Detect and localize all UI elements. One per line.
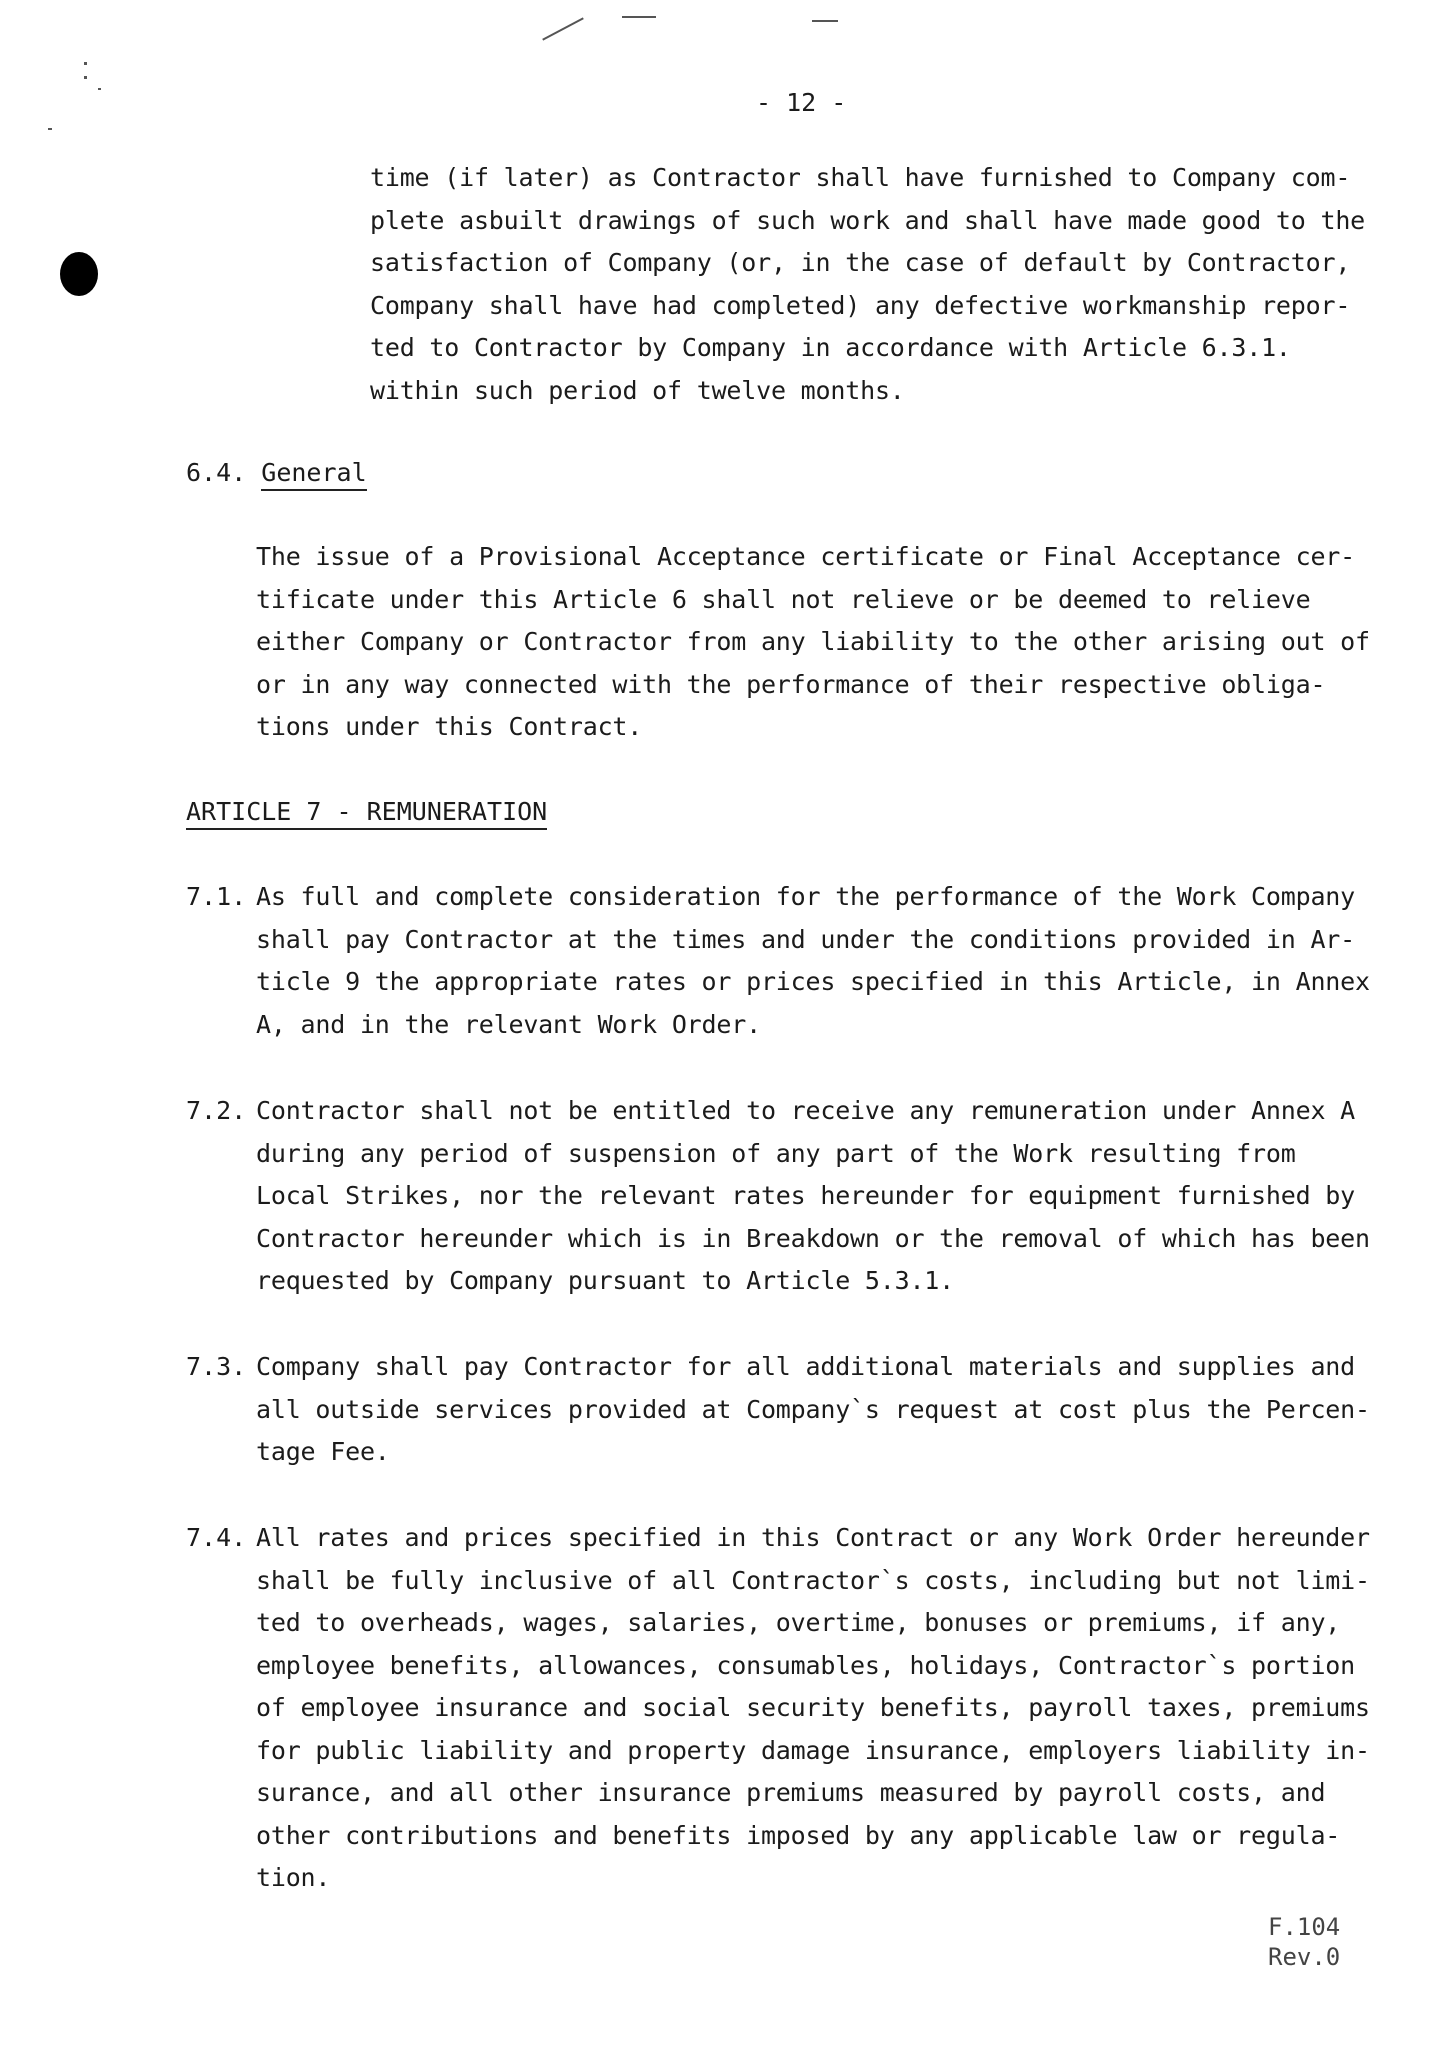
article-heading-text: ARTICLE 7 - REMUNERATION: [186, 797, 547, 830]
form-footer: [1268, 1912, 1340, 1972]
section-number: 6.4.: [186, 458, 247, 487]
section-6-4-heading: [186, 452, 367, 495]
clause-7-1-text: As full and complete consideration for the performance of the Work Company shall pay Contractor at the times and under the conditions provided in Ar- ticle 9 the appropriate rates or prices specified in this Article, in Annex A, and in the relevant Work Order.: [256, 882, 1370, 1039]
scan-speck: [84, 62, 87, 65]
continuation-paragraph: time (if later) as Contractor shall have furnished to Company com- plete asbuilt drawings of such work and shall have made good to the satisfaction of Company (or, in the case of default by Contractor, Company shall have had completed) any defective workmanship repor- ted to Contractor by Company in accordance with Article 6.3.1. within such period of twelve months.: [370, 163, 1366, 405]
clause-number: 7.1.: [186, 882, 247, 911]
scan-speck: [98, 88, 101, 90]
revision-label: Rev.0: [1268, 1943, 1341, 1971]
article-7-heading: [186, 791, 547, 834]
clause-7-3-text: Company shall pay Contractor for all additional materials and supplies and all outside services provided at Company`s request at cost plus the Percen- tage Fee.: [256, 1352, 1370, 1466]
scan-speck: [84, 76, 87, 79]
clause-number: 7.2.: [186, 1096, 247, 1125]
scan-speck: [542, 17, 584, 40]
scan-speck: [48, 128, 52, 130]
clause-7-4-text: All rates and prices specified in this Contract or any Work Order hereunder shall be fully inclusive of all Contractor`s costs, including but not limi- ted to overheads, wages, salaries, overtime, bonuses or premiums, if any, employee benefits, allowances, consumables, holidays, Contractor`s portion of employee insurance and social security benefits, payroll taxes, premiums for public liability and property damage insurance, employers liability in- surance, and all other insurance premiums measured by payroll costs, and other contributions and benefits imposed by any applicable law or regula- tion.: [256, 1523, 1370, 1892]
clause-7-2-text: Contractor shall not be entitled to receive any remuneration under Annex A during any period of suspension of any part of the Work resulting from Local Strikes, nor the relevant rates hereunder for equipment furnished by Contractor hereunder which is in Breakdown or the removal of which has been requested by Company pursuant to Article 5.3.1.: [256, 1096, 1370, 1295]
section-title: General: [261, 458, 366, 491]
page-number: - 12 -: [756, 88, 847, 117]
scan-blot: [60, 252, 98, 296]
clause-number: 7.4.: [186, 1523, 247, 1552]
clause-number: 7.3.: [186, 1352, 247, 1381]
section-6-4-body: The issue of a Provisional Acceptance certificate or Final Acceptance cer- tificate under this Article 6 shall not relieve or be deemed to relieve either Company or Contractor from any liability to the other arising out of or in any way connected with the performance of their respective obliga- tions under this Contract.: [256, 542, 1370, 741]
scan-speck: [812, 20, 838, 22]
scan-speck: [622, 16, 656, 18]
form-code: F.104: [1268, 1913, 1341, 1941]
